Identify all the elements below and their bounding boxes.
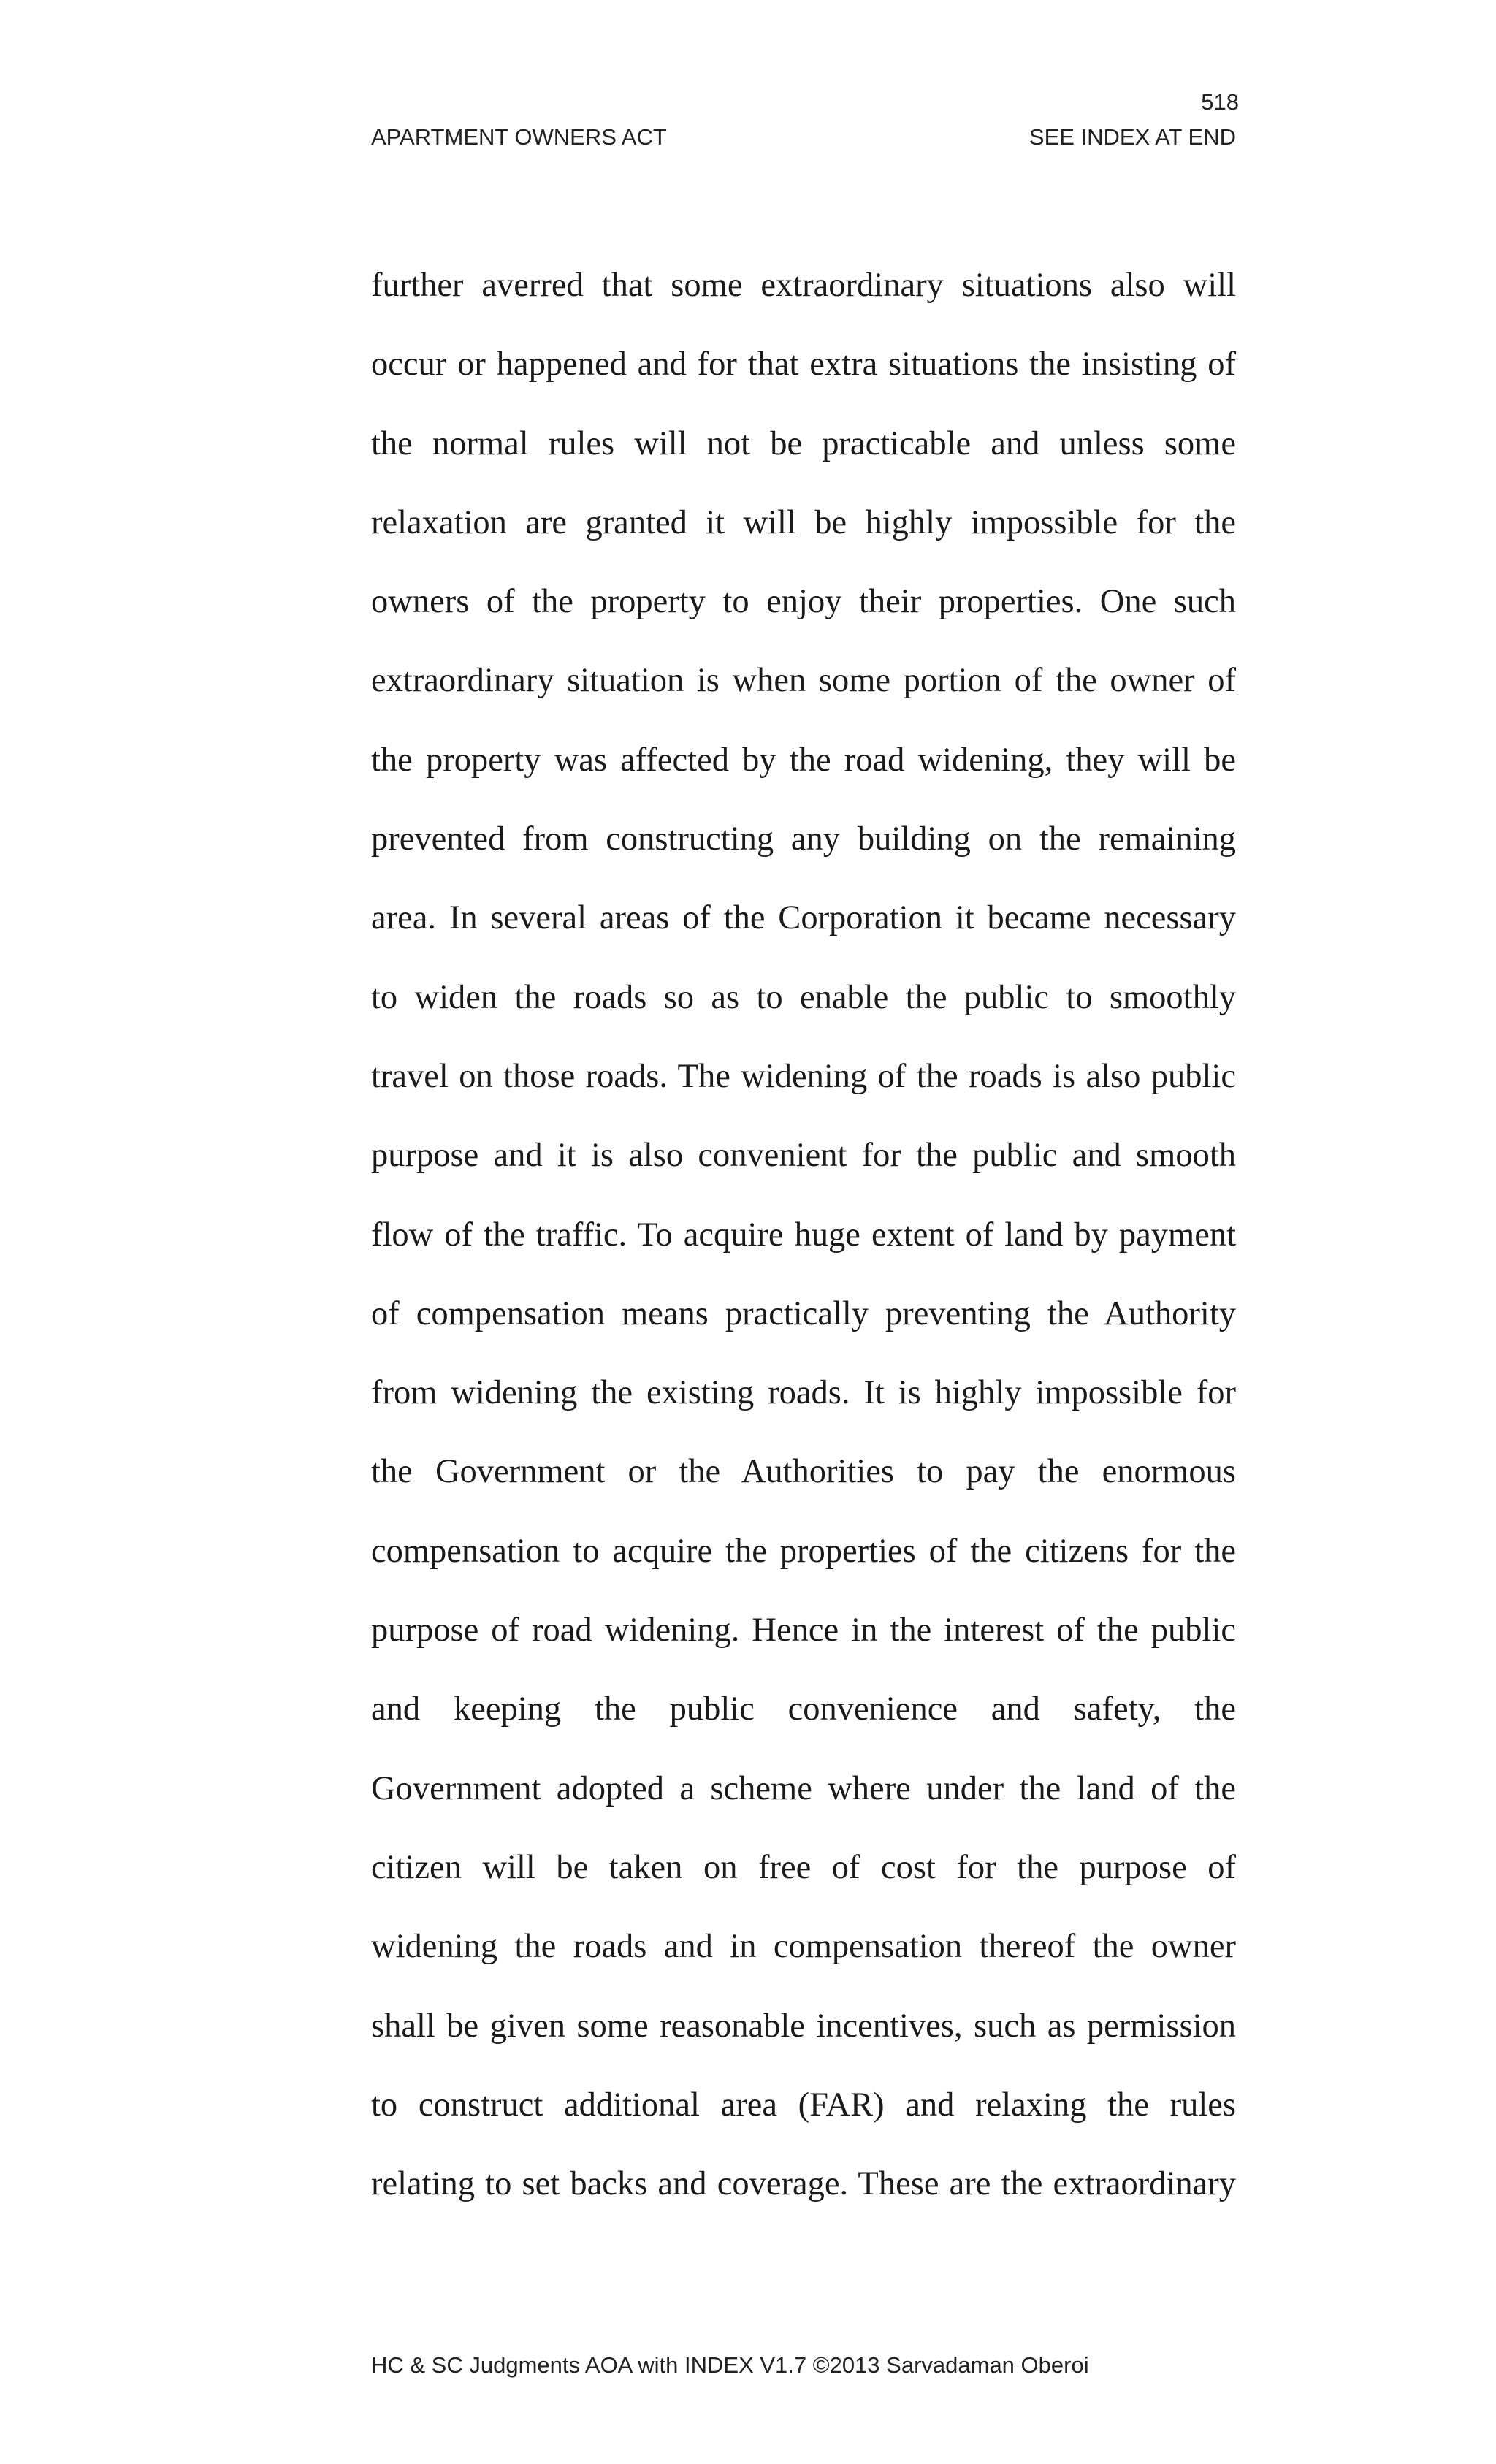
text-line: relaxation are granted it will be highly impossible for the bbox=[371, 503, 1236, 541]
text-line: purpose and it is also convenient for the public and smooth bbox=[371, 1137, 1236, 1175]
text-line: and keeping the public convenience and safety, the bbox=[371, 1690, 1236, 1728]
text-line: from widening the existing roads. It is highly impossible for bbox=[371, 1374, 1236, 1412]
text-line: to widen the roads so as to enable the public to smoothly bbox=[371, 978, 1236, 1016]
text-line: citizen will be taken on free of cost for the purpose of bbox=[371, 1848, 1236, 1886]
running-header bbox=[371, 123, 1236, 152]
text-line: of compensation means practically preventing the Authority bbox=[371, 1294, 1236, 1332]
text-line: to construct additional area (FAR) and relaxing the rules bbox=[371, 2086, 1236, 2124]
text-line: prevented from constructing any building on the remaining bbox=[371, 820, 1236, 858]
text-line: occur or happened and for that extra situations the insisting of bbox=[371, 346, 1236, 384]
text-line: Government adopted a scheme where under the land of the bbox=[371, 1769, 1236, 1807]
text-line: the Government or the Authorities to pay the enormous bbox=[371, 1453, 1236, 1491]
text-line: extraordinary situation is when some portion of the owner of bbox=[371, 662, 1236, 700]
text-line: the property was affected by the road widening, they will be bbox=[371, 741, 1236, 779]
text-line: widening the roads and in compensation thereof the owner bbox=[371, 1928, 1236, 1966]
page-number: 518 bbox=[1201, 89, 1239, 115]
text-line: flow of the traffic. To acquire huge extent of land by payment bbox=[371, 1216, 1236, 1254]
header-title: APARTMENT OWNERS ACT bbox=[371, 124, 667, 150]
text-line: purpose of road widening. Hence in the interest of the public bbox=[371, 1611, 1236, 1649]
text-line: owners of the property to enjoy their properties. One such bbox=[371, 583, 1236, 621]
text-line: compensation to acquire the properties of the citizens for the bbox=[371, 1532, 1236, 1570]
header-index-note: SEE INDEX AT END bbox=[1028, 124, 1236, 150]
text-line: travel on those roads. The widening of the roads is also public bbox=[371, 1057, 1236, 1095]
text-line: further averred that some extraordinary situations also will bbox=[371, 267, 1236, 304]
text-line: relating to set backs and coverage. These are the extraordinary bbox=[371, 2165, 1236, 2203]
text-line: the normal rules will not be practicable and unless some bbox=[371, 424, 1236, 462]
page-footer: HC & SC Judgments AOA with INDEX V1.7 ©2013 Sarvadaman Oberoi bbox=[371, 2352, 1089, 2378]
body-paragraph bbox=[371, 262, 1236, 2239]
text-line: shall be given some reasonable incentives, such as permission bbox=[371, 2007, 1236, 2045]
text-line: area. In several areas of the Corporation it became necessary bbox=[371, 899, 1236, 937]
